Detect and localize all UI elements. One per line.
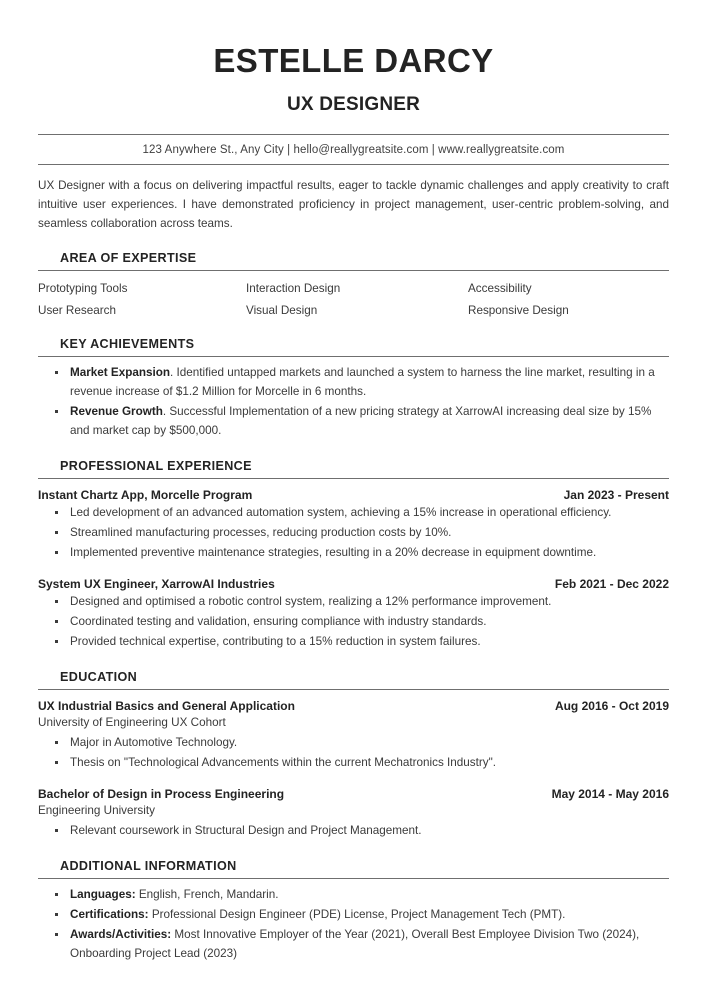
education-bullets [38,820,669,841]
section-area-of-expertise [38,234,669,320]
list-item: Coordinated testing and validation, ensuring compliance with industry standards. [54,613,669,632]
expertise-item: Interaction Design [246,282,341,296]
education-school: University of Engineering UX Cohort [38,715,226,729]
experience-bullets [38,502,669,563]
experience-bullets [38,591,669,652]
professional-summary: UX Designer with a focus on delivering impactful results, eager to tackle dynamic challenges and apply creativity to craft intuitive user experiences. I have demonstrated proficiency in project management, user-centric problem-solving, and seamless collaboration across teams. [38,179,669,231]
education-date: Aug 2016 - Oct 2019 [554,698,669,713]
additional-text: Professional Design Engineer (PDE) License, Project Management Tech (PMT). [148,908,566,921]
additional-label: Languages: [70,888,136,902]
list-item: Thesis on "Technological Advancements within the current Mechatronics Industry". [54,754,669,773]
education-degree: Bachelor of Design in Process Engineering [38,786,285,801]
experience-entry-header [38,488,669,502]
experience-entry [38,564,669,652]
list-item [54,403,669,441]
section-title-additional: ADDITIONAL INFORMATION [60,859,237,874]
section-title-expertise: AREA OF EXPERTISE [60,251,197,266]
section-divider-expertise [38,270,669,271]
expertise-item: Prototyping Tools [38,282,128,296]
list-item [54,886,669,905]
education-entry [38,774,669,841]
section-divider-education [38,689,669,690]
achievement-text: . Identified untapped markets and launched a system to harness the line market, resulting in a revenue increase of $1.2 Million for Morcelle in 6 months. [70,366,655,399]
list-item: Led development of an advanced automation system, achieving a 15% increase in operational efficiency. [54,504,669,523]
experience-job-date: Feb 2021 - Dec 2022 [554,577,669,592]
section-title-achievements: KEY ACHIEVEMENTS [60,337,195,352]
additional-list [38,886,669,964]
education-entry-header [38,787,669,801]
education-bullets [38,732,669,773]
list-item [54,906,669,925]
education-entry [38,697,669,773]
list-item [54,926,669,964]
achievement-label: Market Expansion [70,366,171,380]
achievements-list [38,364,669,441]
experience-entry [38,486,669,563]
list-item: Provided technical expertise, contributing to a 15% reduction in system failures. [54,633,669,652]
experience-entry-header [38,577,669,591]
expertise-item: User Research [38,304,116,318]
education-date: May 2014 - May 2016 [551,786,669,801]
candidate-name: ESTELLE DARCY [213,42,494,79]
achievement-label: Revenue Growth [70,405,163,419]
list-item: Major in Automotive Technology. [54,734,669,753]
list-item [54,364,669,402]
list-item: Relevant coursework in Structural Design and Project Management. [54,822,669,841]
experience-job-title: System UX Engineer, XarrowAI Industries [38,577,275,592]
expertise-item: Visual Design [246,304,318,318]
list-item: Implemented preventive maintenance strategies, resulting in a 20% decrease in equipment downtime. [54,544,669,563]
section-divider-achievements [38,356,669,357]
candidate-role: UX DESIGNER [286,94,421,116]
education-school: Engineering University [38,803,155,817]
achievement-text: . Successful Implementation of a new pricing strategy at XarrowAI increasing deal size by 15% and market cap by $500,000. [70,405,652,438]
section-divider-additional [38,878,669,879]
education-degree: UX Industrial Basics and General Application [38,698,295,713]
expertise-grid [38,278,669,320]
list-item: Streamlined manufacturing processes, reducing production costs by 10%. [54,524,669,543]
section-education [38,653,669,841]
section-divider-experience [38,478,669,479]
experience-job-title: Instant Chartz App, Morcelle Program [38,488,253,503]
section-title-experience: PROFESSIONAL EXPERIENCE [60,459,252,474]
education-entry-header [38,699,669,713]
additional-label: Certifications: [70,908,149,921]
section-title-education: EDUCATION [60,669,138,684]
additional-text: English, French, Mandarin. [135,888,279,902]
expertise-item: Accessibility [468,282,532,296]
section-key-achievements [38,320,669,441]
experience-job-date: Jan 2023 - Present [563,488,669,503]
additional-label: Awards/Activities: [70,927,172,941]
section-professional-experience [38,442,669,652]
list-item: Designed and optimised a robotic control system, realizing a 12% performance improvement. [54,593,669,612]
section-additional-information [38,842,669,964]
contact-line: 123 Anywhere St., Any City | hello@reallygreatsite.com | www.reallygreatsite.com [142,144,565,157]
expertise-item: Responsive Design [468,304,569,318]
additional-text: Most Innovative Employer of the Year (2021), Overall Best Employee Division Two (2024), Onboarding Project Lead (2023) [70,927,640,960]
